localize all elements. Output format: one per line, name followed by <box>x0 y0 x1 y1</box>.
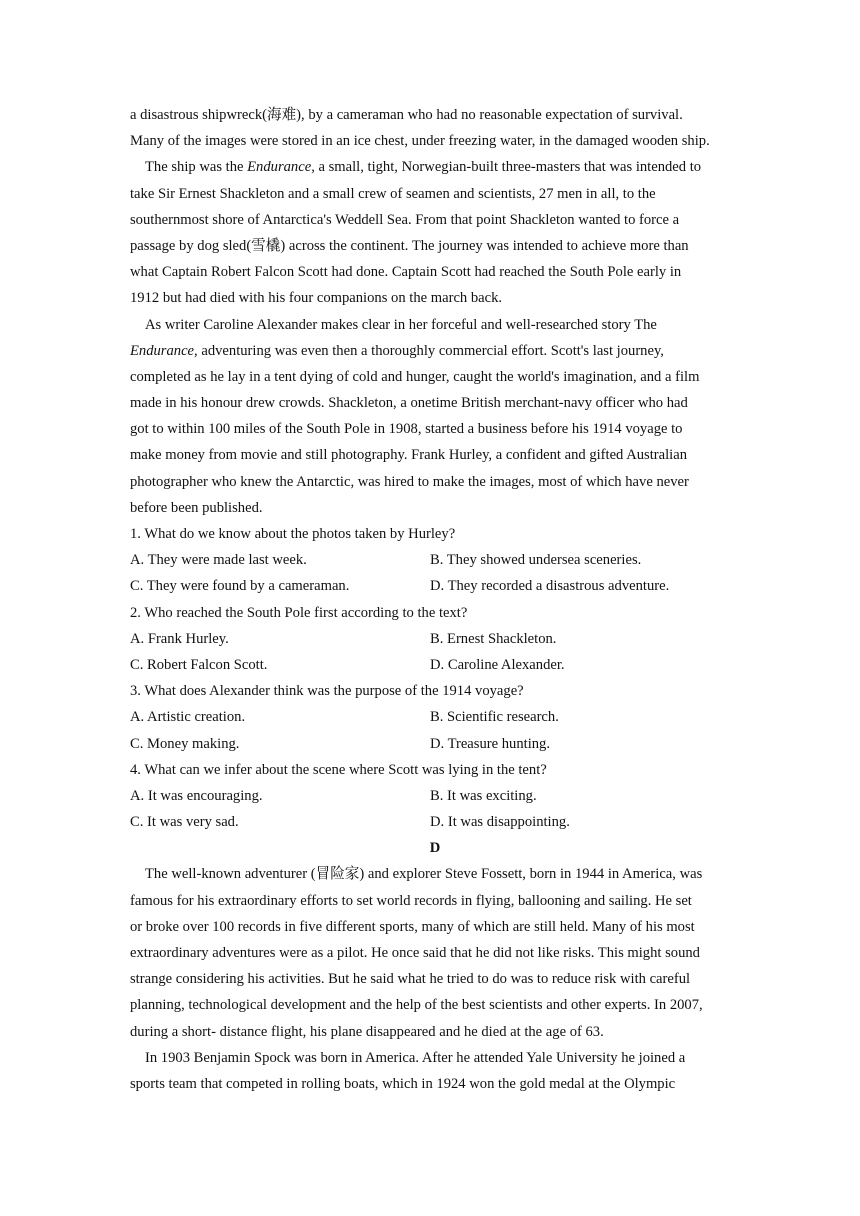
option-d: D. It was disappointing. <box>430 814 570 831</box>
passage-line: extraordinary adventures were as a pilot. He once said that he did not like risks. This might sound <box>130 945 700 961</box>
option-a: A. Artistic creation. <box>130 709 246 726</box>
passage-line: during a short- distance flight, his plane disappeared and he died at the age of 63. <box>130 1023 604 1040</box>
option-c: C. Money making. <box>130 735 240 752</box>
passage-line: In 1903 Benjamin Spock was born in America. After he attended Yale University he joined a <box>145 1049 686 1066</box>
option-a: A. Frank Hurley. <box>130 630 229 647</box>
options-row <box>130 573 740 599</box>
options-row <box>130 809 740 835</box>
passage-c <box>130 102 740 521</box>
passage-line: make money from movie and still photography. Frank Hurley, a confident and gifted Australian <box>130 447 687 464</box>
passage-line: The well-known adventurer (冒险家) and explorer Steve Fossett, born in 1944 in America, was <box>145 866 703 883</box>
question-2 <box>130 600 740 679</box>
option-a: A. They were made last week. <box>130 552 307 569</box>
passage-line: photographer who knew the Antarctic, was hired to make the images, most of which have never <box>130 473 689 490</box>
options-row <box>130 547 740 573</box>
italic-title: Endurance <box>130 342 195 359</box>
option-d: D. Caroline Alexander. <box>430 656 565 673</box>
passage-line: take Sir Ernest Shackleton and a small crew of seamen and scientists, 27 men in all, to the <box>130 185 656 202</box>
passage-line: famous for his extraordinary efforts to set world records in flying, ballooning and sailing. He set <box>130 892 692 909</box>
passage-line: 1912 but had died with his four companions on the march back. <box>130 290 503 307</box>
passage-line: made in his honour drew crowds. Shackleton, a onetime British merchant-navy officer who had <box>130 395 688 412</box>
option-c: C. They were found by a cameraman. <box>130 578 350 595</box>
passage-line: The ship was the Endurance, a small, tight, Norwegian-built three-masters that was intended to <box>145 159 702 176</box>
options-row <box>130 783 740 809</box>
options-row <box>130 704 740 730</box>
passage-line: before been published. <box>130 499 263 516</box>
passage-d <box>130 861 740 1097</box>
passage-line: Endurance, adventuring was even then a thoroughly commercial effort. Scott's last journey, <box>130 342 664 359</box>
option-a: A. It was encouraging. <box>130 787 263 804</box>
option-b: B. Scientific research. <box>430 709 559 726</box>
passage-line: sports team that competed in rolling boats, which in 1924 won the gold medal at the Olympic <box>130 1075 676 1092</box>
options-row <box>130 731 740 757</box>
passage-line: what Captain Robert Falcon Scott had done. Captain Scott had reached the South Pole early in <box>130 264 682 281</box>
question-stem: 3. What does Alexander think was the purpose of the 1914 voyage? <box>130 683 524 700</box>
question-4 <box>130 757 740 836</box>
question-1 <box>130 521 740 600</box>
passage-line: southernmost shore of Antarctica's Weddell Sea. From that point Shackleton wanted to force a <box>130 211 680 228</box>
passage-line: got to within 100 miles of the South Pole in 1908, started a business before his 1914 voyage to <box>130 421 683 438</box>
options-row <box>130 626 740 652</box>
options-row <box>130 652 740 678</box>
question-stem: 1. What do we know about the photos taken by Hurley? <box>130 526 456 542</box>
document-content <box>130 102 740 1097</box>
option-b: B. It was exciting. <box>430 787 537 804</box>
option-c: C. It was very sad. <box>130 814 239 831</box>
question-3 <box>130 678 740 757</box>
question-stem: 4. What can we infer about the scene where Scott was lying in the tent? <box>130 761 547 778</box>
passage-line: passage by dog sled(雪橇) across the continent. The journey was intended to achieve more than <box>130 237 689 254</box>
option-d: D. Treasure hunting. <box>430 735 550 752</box>
option-c: C. Robert Falcon Scott. <box>130 656 268 673</box>
question-stem: 2. Who reached the South Pole first according to the text? <box>130 604 468 621</box>
option-d: D. They recorded a disastrous adventure. <box>430 578 670 595</box>
italic-title: Endurance <box>247 159 312 176</box>
passage-line: As writer Caroline Alexander makes clear in her forceful and well-researched story The <box>145 316 657 333</box>
section-heading: D <box>429 840 441 857</box>
passage-line: Many of the images were stored in an ice chest, under freezing water, in the damaged wooden ship. <box>130 133 710 150</box>
passage-line: planning, technological development and the help of the best scientists and other experts. In 2007, <box>130 997 703 1014</box>
option-b: B. They showed undersea sceneries. <box>430 552 642 569</box>
option-b: B. Ernest Shackleton. <box>430 630 557 647</box>
passage-line: a disastrous shipwreck(海难), by a cameraman who had no reasonable expectation of survival. <box>130 107 683 123</box>
passage-line: completed as he lay in a tent dying of cold and hunger, caught the world's imagination, and a film <box>130 368 700 385</box>
passage-line: strange considering his activities. But he said what he tried to do was to reduce risk with careful <box>130 971 691 988</box>
passage-line: or broke over 100 records in five different sports, many of which are still held. Many of his most <box>130 918 695 935</box>
